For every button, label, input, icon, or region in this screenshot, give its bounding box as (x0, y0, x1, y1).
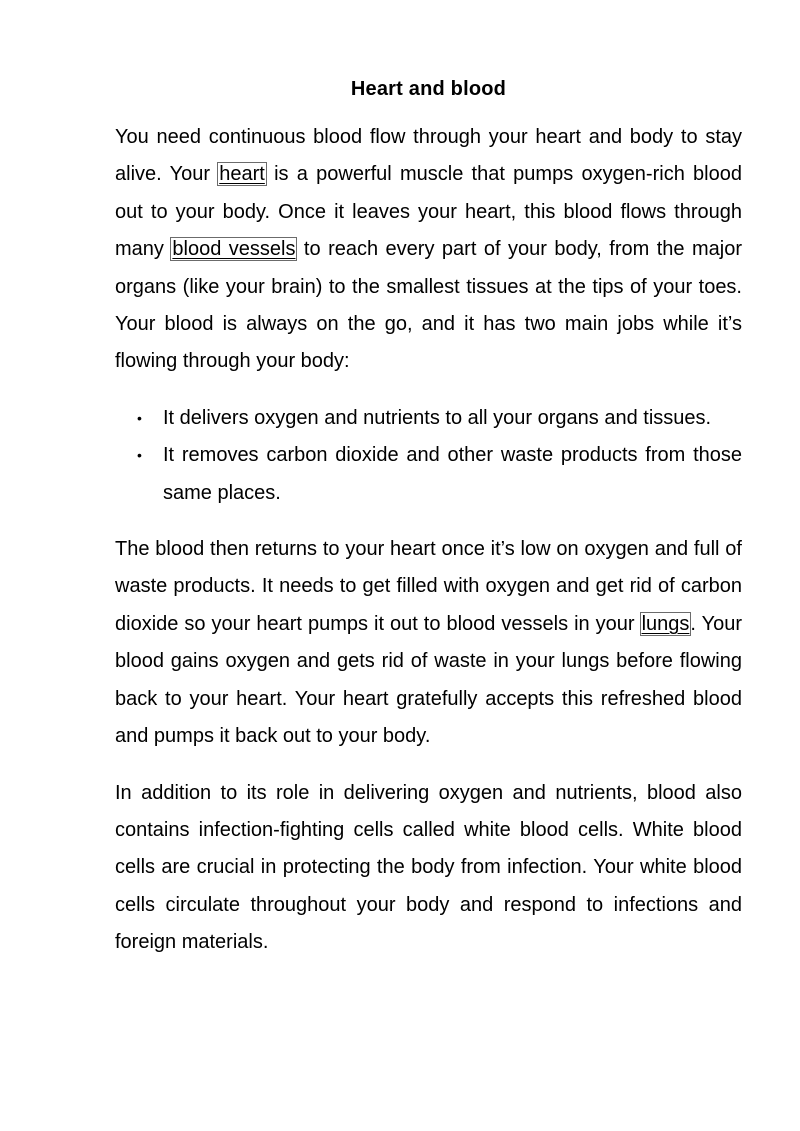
paragraph-white-cells: In addition to its role in delivering oxygen and nutrients, blood also contains infection-fighting cells called white blood cells. White blood cells are crucial in protecting the body from infection. Your white blood cells circulate throughout your body and respond to infections and foreign materials. (115, 781, 742, 954)
list-item (115, 437, 742, 512)
bullet-icon: • (137, 409, 142, 426)
spacer (115, 756, 742, 775)
paragraph-intro-text-1: You need continuous blood flow through your heart and body to stay alive. Your (115, 126, 742, 186)
link-lungs[interactable]: lungs (641, 612, 690, 635)
document-page (115, 76, 742, 962)
bullet-icon: • (137, 447, 142, 464)
paragraph-return (115, 531, 742, 755)
bullet-text: It delivers oxygen and nutrients to all your organs and tissues. (163, 406, 712, 429)
paragraph-return-text-2: . Your blood gains oxygen and gets rid of waste in your lungs before flowing back to your heart. Your heart gratefully accepts this refreshed blood and pumps it back out to your body. (115, 612, 742, 748)
link-blood-vessels[interactable]: blood vessels (172, 238, 296, 261)
paragraph-intro-text-3: to reach every part of your body, from the major organs (like your brain) to the smallest tissues at the tips of your toes. Your blood is always on the go, and it has two main jobs while it’s flowing through your body: (115, 238, 743, 373)
spacer (115, 512, 742, 531)
link-heart[interactable]: heart (219, 163, 265, 186)
list-item (115, 400, 742, 437)
paragraph-intro-text-2: is a powerful muscle that pumps oxygen-rich blood out to your body. Once it leaves your heart, this blood flows through many (115, 163, 742, 261)
bullet-text: It removes carbon dioxide and other waste products from those same places. (163, 444, 742, 504)
paragraph-return-text-1: The blood then returns to your heart once it’s low on oxygen and full of waste products. It needs to get filled with oxygen and get rid of carbon dioxide so your heart pumps it out to blood vessels in your (115, 538, 742, 635)
bullet-list (115, 400, 742, 512)
spacer (115, 381, 742, 400)
paragraph-intro (115, 119, 742, 381)
document-title: Heart and blood (350, 78, 507, 100)
